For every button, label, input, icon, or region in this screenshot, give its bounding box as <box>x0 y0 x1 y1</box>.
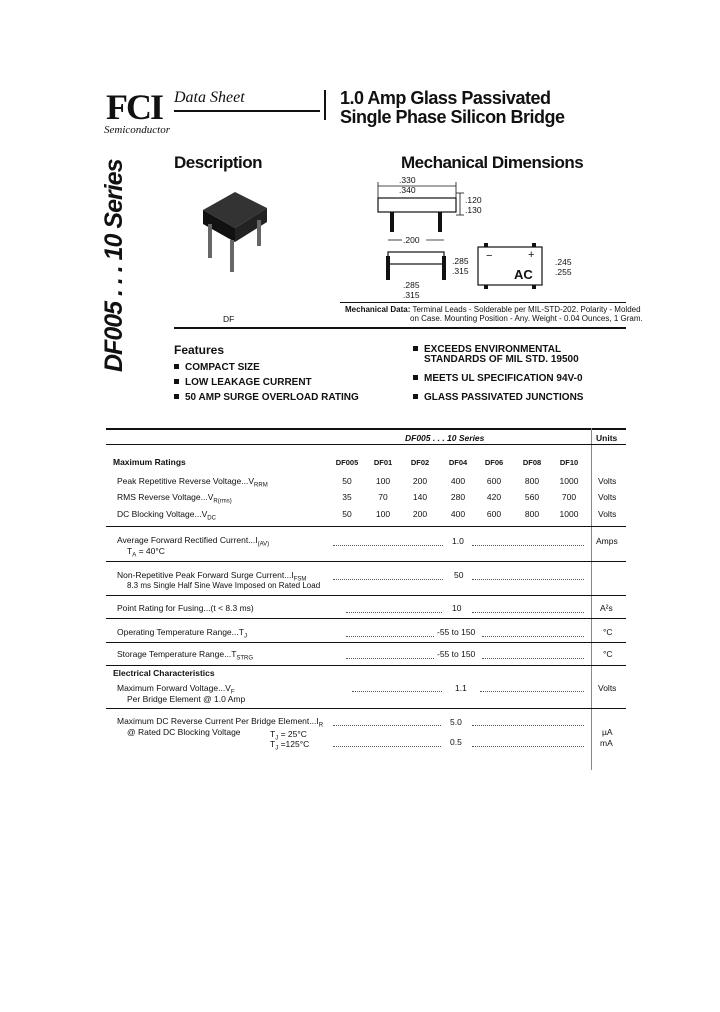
table-row-rule <box>106 708 626 709</box>
dim-top-height-top: .245 <box>555 257 572 267</box>
table-cell: 400 <box>450 476 466 486</box>
end-view-drawing <box>382 234 452 284</box>
leader-dots <box>333 578 443 580</box>
table-unit: Volts <box>598 476 617 486</box>
bullet-icon <box>174 364 179 369</box>
dim-lead-span: .200 <box>403 235 420 245</box>
row-label-subscript: FSM <box>293 576 307 583</box>
row-label-text: Non-Repetitive Peak Forward Surge Current...I <box>117 570 294 580</box>
op-temp-label <box>117 627 247 640</box>
table-cell: 50 <box>342 476 352 486</box>
table-cell: 700 <box>561 492 577 502</box>
table-row-rule <box>106 618 626 619</box>
table-cell: 70 <box>378 492 388 502</box>
table-unit: Volts <box>598 492 617 502</box>
mech-data-line-1: Terminal Leads - Solderable per MIL-STD-202. Polarity - Molded <box>412 305 641 314</box>
feature-text: MEETS UL SPECIFICATION 94V-0 <box>424 373 583 384</box>
table-cell: 100 <box>375 476 391 486</box>
feature-text-continued: STANDARDS OF MIL STD. 19500 <box>424 354 579 365</box>
electrical-label: Electrical Characteristics <box>113 668 215 678</box>
table-cell: 35 <box>342 492 352 502</box>
row-label-subscript: J <box>243 633 247 640</box>
table-row-rule <box>106 561 626 562</box>
company-logo: FCI <box>106 87 162 127</box>
table-row-rule <box>106 665 626 666</box>
leader-dots <box>480 690 584 692</box>
ir-temp-2 <box>270 739 309 752</box>
feature-text: LOW LEAKAGE CURRENT <box>185 377 312 388</box>
dim-height-top: .120 <box>465 195 482 205</box>
vf-condition: Per Bridge Element @ 1.0 Amp <box>127 694 246 704</box>
table-cell: 600 <box>486 509 502 519</box>
row-label-text: Maximum Forward Voltage...V <box>117 683 231 693</box>
leader-dots <box>482 657 584 659</box>
table-cell: 800 <box>524 476 540 486</box>
leader-dots <box>333 745 441 747</box>
row-label-text: DC Blocking Voltage...V <box>117 509 208 519</box>
side-series-title: DF005 . . . 10 Series <box>100 159 128 372</box>
features-heading: Features <box>174 343 225 357</box>
part-number-header: DF01 <box>373 458 393 467</box>
doc-type-label: Data Sheet <box>174 89 245 106</box>
table-row-label <box>117 492 232 505</box>
bullet-icon <box>413 394 418 399</box>
dim-width-bottom: .340 <box>399 185 416 195</box>
leader-dots <box>472 578 584 580</box>
header-divider <box>324 90 326 120</box>
condition-text: T <box>270 729 276 739</box>
mech-data-line-2: on Case. Mounting Position - Any. Weight - 0.04 Ounces, 1 Gram. <box>410 314 643 323</box>
feature-item <box>413 392 583 403</box>
leader-dots <box>472 745 584 747</box>
bullet-icon <box>174 379 179 384</box>
table-cell: 1.0 <box>452 536 464 546</box>
leader-dots <box>346 611 442 613</box>
table-top-rule <box>106 428 626 430</box>
table-cell: 1.1 <box>455 683 467 693</box>
mech-data-rule <box>340 302 626 303</box>
bullet-icon <box>174 394 179 399</box>
table-cell: 100 <box>375 509 391 519</box>
dim-bottom-width-bottom: .315 <box>403 290 420 300</box>
header-rule <box>174 110 320 112</box>
table-cell: 1000 <box>559 509 579 519</box>
leader-dots <box>472 544 584 546</box>
table-unit: Volts <box>598 683 617 693</box>
table-unit: µA <box>602 727 613 737</box>
table-unit: °C <box>603 627 613 637</box>
leader-dots <box>472 724 584 726</box>
table-cell: 800 <box>524 509 540 519</box>
height-dim-arrow <box>455 192 465 216</box>
title-line-1: 1.0 Amp Glass Passivated <box>340 88 551 108</box>
table-cell: 420 <box>486 492 502 502</box>
row-label-subscript: R <box>318 722 324 729</box>
dim-top-height-bottom: .255 <box>555 267 572 277</box>
top-view-drawing <box>474 241 548 289</box>
table-cell: 280 <box>450 492 466 502</box>
row-label-subscript: STRG <box>236 655 254 662</box>
table-cell: -55 to 150 <box>437 649 476 659</box>
table-row-label <box>117 509 216 522</box>
row-label-text: Operating Temperature Range...T <box>117 627 244 637</box>
fusing-label: Point Rating for Fusing...(t < 8.3 ms) <box>117 603 254 613</box>
table-cell: 400 <box>450 509 466 519</box>
row-label-subscript: R(rms) <box>213 498 232 505</box>
feature-text: 50 AMP SURGE OVERLOAD RATING <box>185 392 359 403</box>
mechanical-data-text <box>345 305 641 314</box>
bullet-icon <box>413 375 418 380</box>
description-heading: Description <box>174 153 263 172</box>
table-unit: A²s <box>600 603 613 613</box>
leader-dots <box>346 657 434 659</box>
table-cell: 1000 <box>559 476 579 486</box>
table-cell: 200 <box>412 476 428 486</box>
table-unit: Amps <box>596 536 618 546</box>
table-unit: mA <box>600 738 613 748</box>
package-label: DF <box>223 314 235 324</box>
row-label-subscript: (AV) <box>257 541 270 548</box>
dim-side-height-bottom: .315 <box>452 266 469 276</box>
condition-text: T <box>127 546 133 556</box>
table-cell: 140 <box>412 492 428 502</box>
row-label-text: Peak Repetitive Reverse Voltage...V <box>117 476 255 486</box>
leader-dots <box>352 690 442 692</box>
feature-text: GLASS PASSIVATED JUNCTIONS <box>424 392 584 403</box>
series-header: DF005 . . . 10 Series <box>405 433 485 443</box>
table-cell: 600 <box>486 476 502 486</box>
table-cell: 5.0 <box>450 717 462 727</box>
row-label-text: RMS Reverse Voltage...V <box>117 492 214 502</box>
package-image <box>195 180 275 275</box>
row-label-text: Storage Temperature Range...T <box>117 649 237 659</box>
section-rule <box>174 327 626 329</box>
feature-text: EXCEEDS ENVIRONMENTAL <box>424 344 562 355</box>
surge-condition: 8.3 ms Single Half Sine Wave Imposed on Rated Load <box>127 581 321 590</box>
condition-subscript: A <box>132 552 137 559</box>
feature-item <box>174 377 312 388</box>
condition-subscript: J <box>275 735 279 742</box>
table-cell: 560 <box>524 492 540 502</box>
part-number-header: DF08 <box>522 458 542 467</box>
table-row-rule <box>106 526 626 527</box>
leader-dots <box>333 544 443 546</box>
side-view-drawing <box>376 172 458 234</box>
units-column-divider <box>591 428 592 770</box>
dim-bottom-width-top: .285 <box>403 280 420 290</box>
table-cell: -55 to 150 <box>437 627 476 637</box>
leader-dots <box>472 611 584 613</box>
table-cell: 50 <box>454 570 464 580</box>
part-number-header: DF005 <box>335 458 359 467</box>
table-cell: 200 <box>412 509 428 519</box>
table-row-label <box>117 476 268 489</box>
row-label-subscript: RRM <box>254 482 268 489</box>
dim-side-height-top: .285 <box>452 256 469 266</box>
table-unit: Volts <box>598 509 617 519</box>
leader-dots <box>346 635 434 637</box>
title-line-2: Single Phase Silicon Bridge <box>340 107 565 127</box>
feature-item <box>174 392 359 403</box>
ac-mark: AC <box>514 267 533 282</box>
condition-subscript: J <box>275 745 279 752</box>
plus-mark: + <box>528 249 535 261</box>
part-number-header: DF04 <box>448 458 468 467</box>
row-label-subscript: F <box>230 689 235 696</box>
row-label-text: Average Forward Rectified Current...I <box>117 535 258 545</box>
max-ratings-label: Maximum Ratings <box>113 457 186 467</box>
ir-condition: @ Rated DC Blocking Voltage <box>127 727 241 737</box>
condition-text: = 40°C <box>136 546 165 556</box>
avg-forward-condition <box>127 546 165 559</box>
leader-dots <box>482 635 584 637</box>
row-label-text: Maximum DC Reverse Current Per Bridge Element...I <box>117 716 319 726</box>
part-number-header: DF06 <box>484 458 504 467</box>
table-header-rule <box>106 444 626 445</box>
condition-text: T <box>270 739 276 749</box>
logo-subtitle: Semiconductor <box>104 124 170 136</box>
table-row-rule <box>106 642 626 643</box>
table-cell: 0.5 <box>450 737 462 747</box>
condition-text: =125°C <box>278 739 310 749</box>
units-header: Units <box>596 433 618 443</box>
dim-width-top: .330 <box>399 175 416 185</box>
table-unit: °C <box>603 649 613 659</box>
dim-height-bottom: .130 <box>465 205 482 215</box>
condition-text: = 25°C <box>278 729 307 739</box>
feature-text: COMPACT SIZE <box>185 362 260 373</box>
table-row-rule <box>106 595 626 596</box>
feature-item <box>413 373 583 384</box>
table-cell: 50 <box>342 509 352 519</box>
bullet-icon <box>413 346 418 351</box>
page-title <box>340 89 565 127</box>
minus-mark: − <box>486 250 493 262</box>
table-cell: 10 <box>452 603 462 613</box>
storage-temp-label <box>117 649 253 662</box>
row-label-subscript: DC <box>207 515 216 522</box>
part-number-header: DF02 <box>410 458 430 467</box>
mech-data-label: Mechanical Data: <box>345 305 411 314</box>
mechanical-heading: Mechanical Dimensions <box>401 153 584 172</box>
part-number-header: DF10 <box>559 458 579 467</box>
leader-dots <box>333 724 441 726</box>
feature-item <box>174 362 260 373</box>
